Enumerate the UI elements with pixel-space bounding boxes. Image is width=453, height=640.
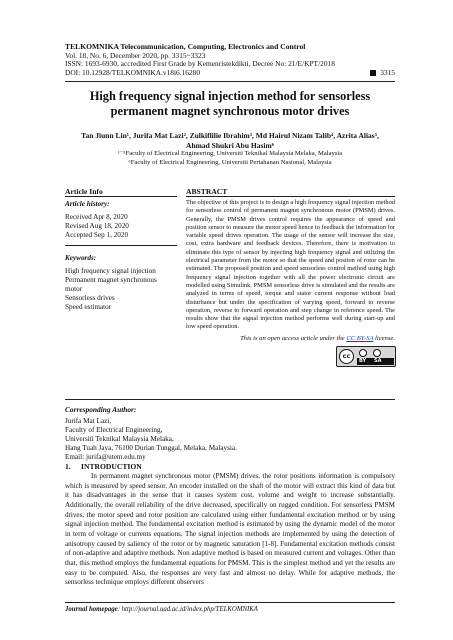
corr-address: Hang Tuah Jaya, 76100 Durian Tunggal, Melaka, Malaysia. [65,444,237,452]
journal-homepage-link[interactable]: : http://journal.uad.ac.id/index.php/TELKOMNIKA [117,606,258,613]
abstract-rule [186,196,395,197]
revised-date: Revised Aug 18, 2020 [65,222,129,230]
corr-university: Universiti Teknikal Malaysia Melaka, [65,435,174,443]
title-line-2: permanent magnet synchronous motor drives [110,104,350,118]
keyword-item: Sensorless drives [65,294,115,302]
paper-title [65,89,395,119]
keyword-item: motor [65,285,83,293]
cc-license-badge[interactable] [336,346,396,367]
keyword-item: Speed estimator [65,303,112,311]
journal-doi: DOI: 10.12928/TELKOMNIKA.v18i6.16280 [65,67,201,77]
article-info-heading: Article Info [65,187,103,196]
keyword-item: Permanent magnet synchronous [65,276,157,284]
share-alike-icon [373,349,381,357]
square-bullet-icon [370,70,376,76]
journal-name: TELKOMNIKA Telecommunication, Computing, Electronics and Control [65,42,306,51]
section-heading [65,462,142,471]
abstract-text: The objective of this project is to design a high frequency signal injection method for sensorless control of permanent magnet synchronous motor (PMSM) drives. Generally, the PMSM drives control requires the appearance of speed and position sensor to measure the motor speed hence to feedback the information for variable speed drives operation. The usage of the sensor will increase the size, cost, extra hardware and feedback devices. Therefore, there is motivation to eliminate this type of sensor by injecting high frequency signal and utilizing the electrical parameter from the motor so that the speed and positon of rotor can be estimated. The proposed position and speed sensorless control method using high frequency signal injection together with all the power electronic circuit are modelled using Simulink. PMSM sensorless drive is simulated and the results are analyzed in terms of speed, torque and stator current response without load disturbance but under the specification of varying speed, forward to reverse operation, reverse to forward operation and step change in reference speed. The results show that the signal injection method performs well during start-up and low speed operation. [186,199,395,331]
attribution-icon [359,349,367,357]
title-line-1: High frequency signal injection method for sensorless [89,89,371,103]
keywords-label: Keywords: [65,254,97,262]
article-history-label: Article history: [65,200,110,208]
authors-line-2: Ahmad Shukri Abu Hasim⁶ [186,140,274,150]
page-number: 3315 [380,67,395,77]
accepted-date: Accepted Sep 1, 2020 [65,231,129,239]
license-suffix: license. [373,335,395,342]
footer-label: Journal homepage [65,606,118,613]
introduction-text: In permanent magnet synchronous motor (PMSM) drives, the rotor positions information is compulsory which is measured by speed sensor. An encoder installed on the shaft of the motor will extract this kind of data but it has disadvantages in the sense that it causes system cost, volume and weight to increase substantially. Additionally, the overall reliability of the drive decreased, specifically on rugged condition. For sensorless PMSM drives, the motor speed and rotor position are calculated using either fundamental excitation method or by using signal injection method. The fundamental excitation method is estimated by using the dynamic model of the motor in term of voltage or currents equations. The signal injection methods are implemented by using the detection of anisotropy caused by saliency of the rotor or by magnetic saturation [1-8]. Fundamental excitation methods consist of non-adaptive and adaptive methods. Non adaptive method is based on measured current and voltages. Other than that, this method employs the fundamental equations for PMSM. This is the simplest method and yet the results are easy to be computed. Also, the responses are very fast and almost no delay. While for adaptive methods, the sensorless technique employs different observers [65,472,395,587]
keyword-list [65,267,177,312]
received-date: Received Apr 8, 2020 [65,213,128,221]
journal-volume: Vol. 18, No. 6, December 2020, pp. 3315~3323 [65,50,206,60]
journal-footer [65,606,395,613]
footer-divider [65,602,395,603]
header-divider [65,81,395,82]
author-list [65,131,395,150]
article-info-rule [65,196,177,197]
sa-label: SA [374,358,382,364]
page-number-block [370,69,395,78]
abstract-heading: ABSTRACT [186,187,228,196]
keyword-item: High frequency signal injection [65,267,156,275]
journal-doi-row [65,69,395,78]
affiliation-1: ¹⁻⁵Faculty of Electrical Engineering, Universiti Teknikal Malaysia Melaka, Malaysia [117,150,343,157]
section-title: INTRODUCTION [81,462,142,471]
corresponding-author-block [65,417,395,462]
journal-issn: ISSN: 1693-6930, accredited First Grade by Kemenristekdikti, Decree No: 21/E/KPT/2018 [65,59,335,69]
by-label: BY [359,358,367,364]
journal-header [65,43,395,77]
corresponding-heading: Corresponding Author: [65,405,137,414]
section-number: 1. [65,462,71,471]
corr-faculty: Faculty of Electrical Engineering, [65,426,163,434]
cc-icon: cc [339,349,354,364]
corr-name: Jurifa Mat Lazi, [65,417,112,425]
corr-email: Email: jurifa@utem.edu.my [65,453,146,461]
keywords-rule [65,245,177,246]
article-history [65,213,177,240]
authors-line-1: Tan Jiunn Lin¹, Jurifa Mat Lazi², Zulkiflilie Ibrahim³, Md Hairul Nizam Talib⁴, Azrita Alias⁵, [81,131,379,140]
affiliation-2: ⁶Faculty of Electrical Engineering, Universiti Pertahanan Nasional, Malaysia [128,158,332,166]
license-prefix: This is an open access article under the [240,335,347,342]
license-link[interactable]: CC BY-SA [346,335,374,342]
affiliations [65,150,395,167]
corresponding-rule [65,399,395,400]
license-statement [186,335,395,342]
